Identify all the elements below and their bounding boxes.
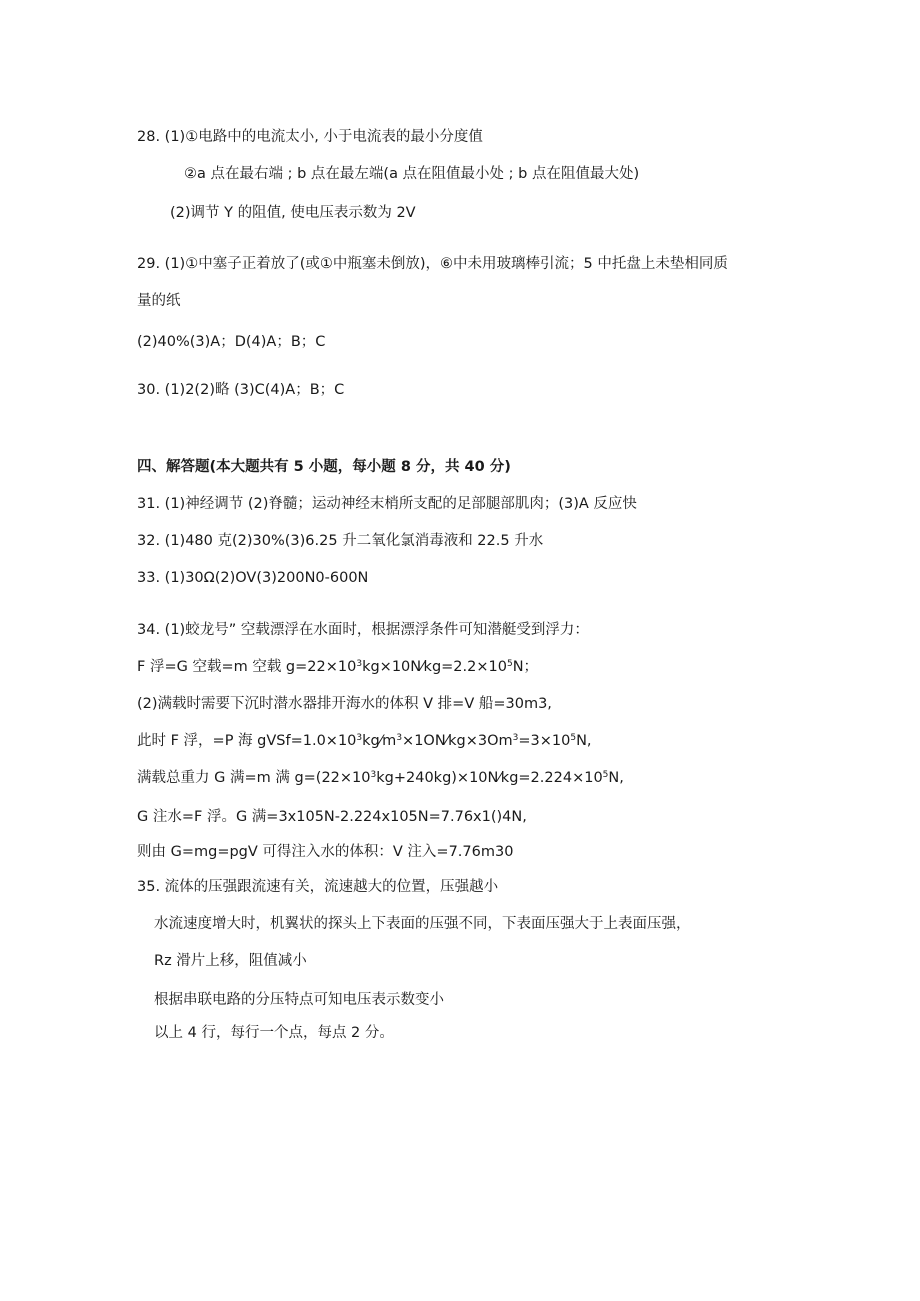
q34-line-4-part-d: =3×10 bbox=[518, 733, 571, 749]
q34-line-4-sup-1: 3 bbox=[356, 733, 363, 743]
q35-line-5: 以上 4 行，每行一个点，每点 2 分。 bbox=[154, 1025, 394, 1041]
q34-line-4-part-e: N, bbox=[576, 733, 592, 749]
q34-line-6: G 注水=F 浮。G 满=3x105N-2.224x105N=7.76x1()4N, bbox=[137, 809, 527, 825]
q34-line-4-sup-2: 3 bbox=[396, 733, 403, 743]
q34-line-5-sup-2: 5 bbox=[602, 770, 609, 780]
q34-line-2-part-b: kg×10N⁄kg=2.2×10 bbox=[362, 659, 507, 675]
q28-line-3: (2)调节 Y 的阻值, 使电压表示数为 2V bbox=[170, 205, 416, 221]
q34-line-2-sup-2: 5 bbox=[506, 659, 513, 669]
q34-line-5 bbox=[137, 768, 624, 788]
q35-line-4: 根据串联电路的分压特点可知电压表示数变小 bbox=[154, 992, 444, 1008]
q34-line-7: 则由 G=mg=pgV 可得注入水的体积：V 注入=7.76m30 bbox=[137, 844, 514, 860]
q31-line-1: 31. (1)神经调节 (2)脊髓；运动神经末梢所支配的足部腿部肌肉；(3)A 反应快 bbox=[137, 496, 637, 512]
q33-line-1: 33. (1)30Ω(2)OV(3)200N0-600N bbox=[137, 570, 369, 586]
q29-line-2: 量的纸 bbox=[137, 293, 181, 309]
q28-line-2: ②a 点在最右端 ; b 点在最左端(a 点在阻值最小处 ; b 点在阻值最大处) bbox=[184, 166, 640, 182]
q28-line-1: 28. (1)①电路中的电流太小, 小于电流表的最小分度值 bbox=[137, 129, 483, 145]
q34-line-4-part-b: kg⁄m bbox=[362, 733, 397, 749]
section-4-heading: 四、解答题(本大题共有 5 小题，每小题 8 分，共 40 分) bbox=[137, 459, 511, 475]
q34-line-5-part-a: 满载总重力 G 满=m 满 g=(22×10 bbox=[137, 770, 371, 786]
q34-line-5-part-c: N, bbox=[608, 770, 624, 786]
q34-line-4-part-c: ×1ON⁄kg×3Om bbox=[402, 733, 513, 749]
q35-line-1: 35. 流体的压强跟流速有关，流速越大的位置，压强越小 bbox=[137, 879, 499, 895]
q34-line-2-part-c: N； bbox=[512, 659, 539, 675]
q34-line-4-sup-3: 3 bbox=[512, 733, 519, 743]
q34-line-3: (2)满载时需要下沉时潜水器排开海水的体积 V 排=V 船=30m3, bbox=[137, 696, 552, 712]
q34-line-5-part-b: kg+240kg)×10N⁄kg=2.224×10 bbox=[376, 770, 603, 786]
q34-line-1: 34. (1)蛟龙号” 空载漂浮在水面时，根据漂浮条件可知潜艇受到浮力： bbox=[137, 622, 589, 638]
q34-line-4-sup-4: 5 bbox=[570, 733, 577, 743]
q34-line-2 bbox=[137, 657, 538, 677]
q29-line-1: 29. (1)①中塞子正着放了(或①中瓶塞未倒放)，⑥中未用玻璃棒引流；5 中托盘上未垫相同质 bbox=[137, 256, 728, 272]
q29-line-3: (2)40%(3)A；D(4)A；B；C bbox=[137, 334, 326, 350]
q34-line-2-part-a: F 浮=G 空载=m 空载 g=22×10 bbox=[137, 659, 357, 675]
q34-line-2-sup-1: 3 bbox=[356, 659, 363, 669]
q32-line-1: 32. (1)480 克(2)30%(3)6.25 升二氧化氯消毒液和 22.5 升水 bbox=[137, 533, 544, 549]
q30-line-1: 30. (1)2(2)略 (3)C(4)A；B；C bbox=[137, 382, 345, 398]
q34-line-5-sup-1: 3 bbox=[370, 770, 377, 780]
q35-line-2: 水流速度增大时，机翼状的探头上下表面的压强不同，下表面压强大于上表面压强， bbox=[154, 916, 691, 932]
q34-line-4 bbox=[137, 731, 592, 751]
q35-line-3: Rz 滑片上移，阻值减小 bbox=[154, 953, 307, 969]
q34-line-4-part-a: 此时 F 浮，=P 海 gVSf=1.0×10 bbox=[137, 733, 357, 749]
